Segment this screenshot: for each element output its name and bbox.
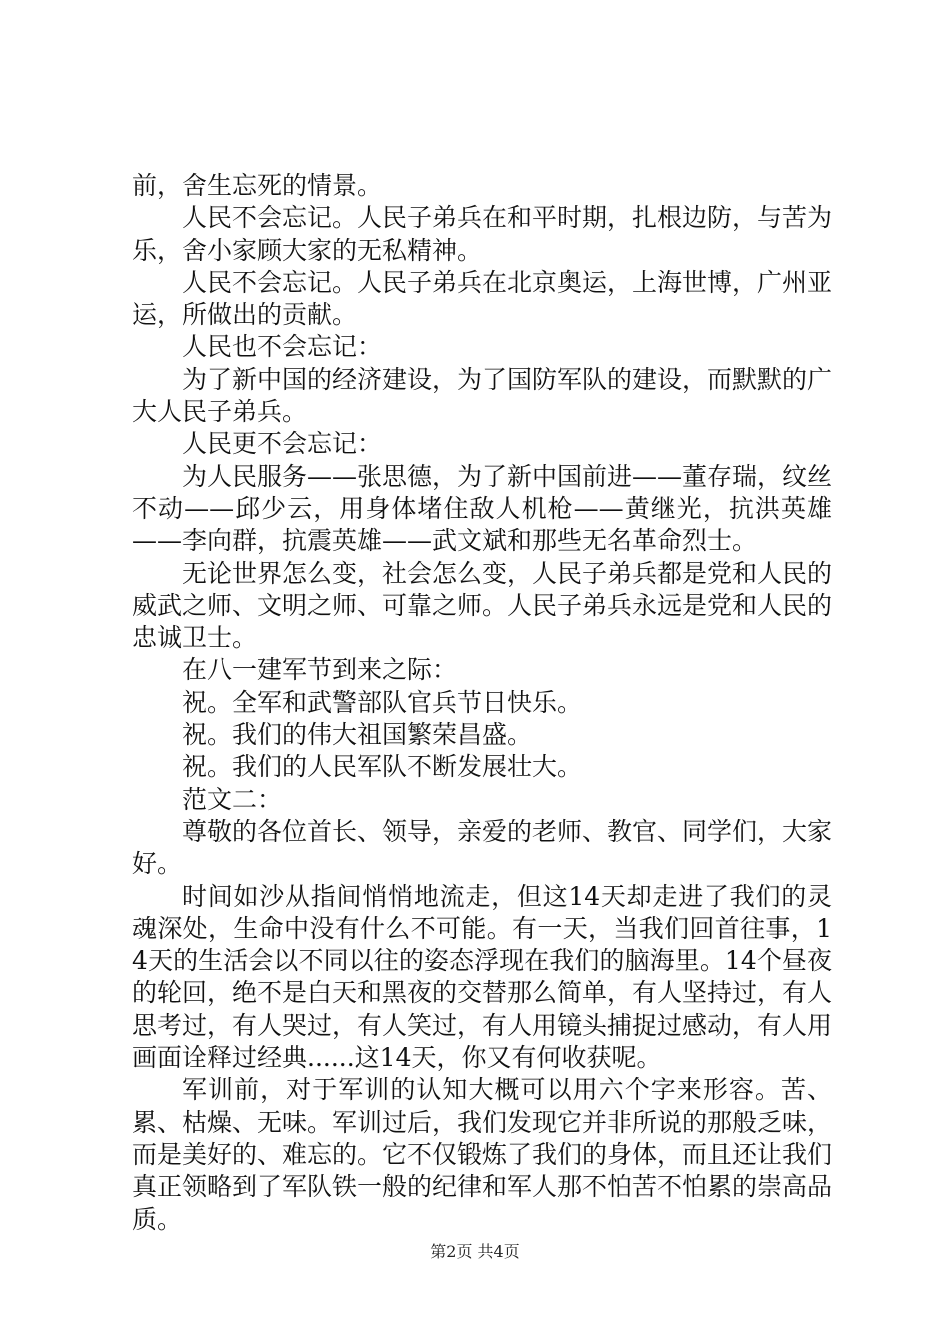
paragraph: 在八一建军节到来之际： (182, 655, 458, 685)
paragraph: 尊敬的各位首长、领导，亲爱的老师、教官、同学们，大家好。 (132, 816, 833, 879)
paragraph: 无论世界怎么变，社会怎么变，人民子弟兵都是党和人民的威武之师、文明之师、可靠之师。人民子弟兵永远是党和人民的忠诚卫士。 (132, 558, 833, 653)
paragraph: 为了新中国的经济建设，为了国防军队的建设，而默默的广大人民子弟兵。 (132, 364, 833, 427)
paragraph: 军训前，对于军训的认知大概可以用六个字来形容。苦、累、枯燥、无味。军训过后，我们发现它并非所说的那般乏味，而是美好的、难忘的。它不仅锻炼了我们的身体，而且还让我们真正领略到了军队铁一般的纪律和军人那不怕苦不怕累的崇高品质。 (132, 1075, 833, 1234)
page-number: 第2页 共4页 (430, 1242, 520, 1261)
section-heading: 范文二： (182, 784, 283, 814)
paragraph: 人民也不会忘记： (182, 332, 383, 362)
paragraph: 前，舍生忘死的情景。 (132, 171, 383, 200)
paragraph: 人民更不会忘记： (182, 429, 383, 459)
paragraph: 为人民服务——张思德，为了新中国前进——董存瑞，纹丝不动——邱少云，用身体堵住敌人机枪——黄继光，抗洪英雄——李向群，抗震英雄——武文斌和那些无名革命烈士。 (132, 461, 833, 556)
document-body (132, 170, 832, 1236)
paragraph: 人民不会忘记。人民子弟兵在和平时期，扎根边防，与苦为乐，舍小家顾大家的无私精神。 (132, 203, 833, 265)
paragraph: 祝。全军和武警部队官兵节日快乐。 (182, 687, 583, 717)
paragraph: 祝。我们的人民军队不断发展壮大。 (182, 752, 583, 782)
paragraph: 祝。我们的伟大祖国繁荣昌盛。 (182, 720, 533, 750)
paragraph: 人民不会忘记。人民子弟兵在北京奥运，上海世博，广州亚运，所做出的贡献。 (132, 267, 833, 330)
paragraph: 时间如沙从指间悄悄地流走，但这14天却走进了我们的灵魂深处，生命中没有什么不可能。有一天，当我们回首往事，14天的生活会以不同以往的姿态浮现在我们的脑海里。14个昼夜的轮回，绝不是白天和黑夜的交替那么简单，有人坚持过，有人思考过，有人哭过，有人笑过，有人用镜头捕捉过感动，有人用画面诠释过经典......这14天，你又有何收获呢。 (132, 881, 833, 1073)
